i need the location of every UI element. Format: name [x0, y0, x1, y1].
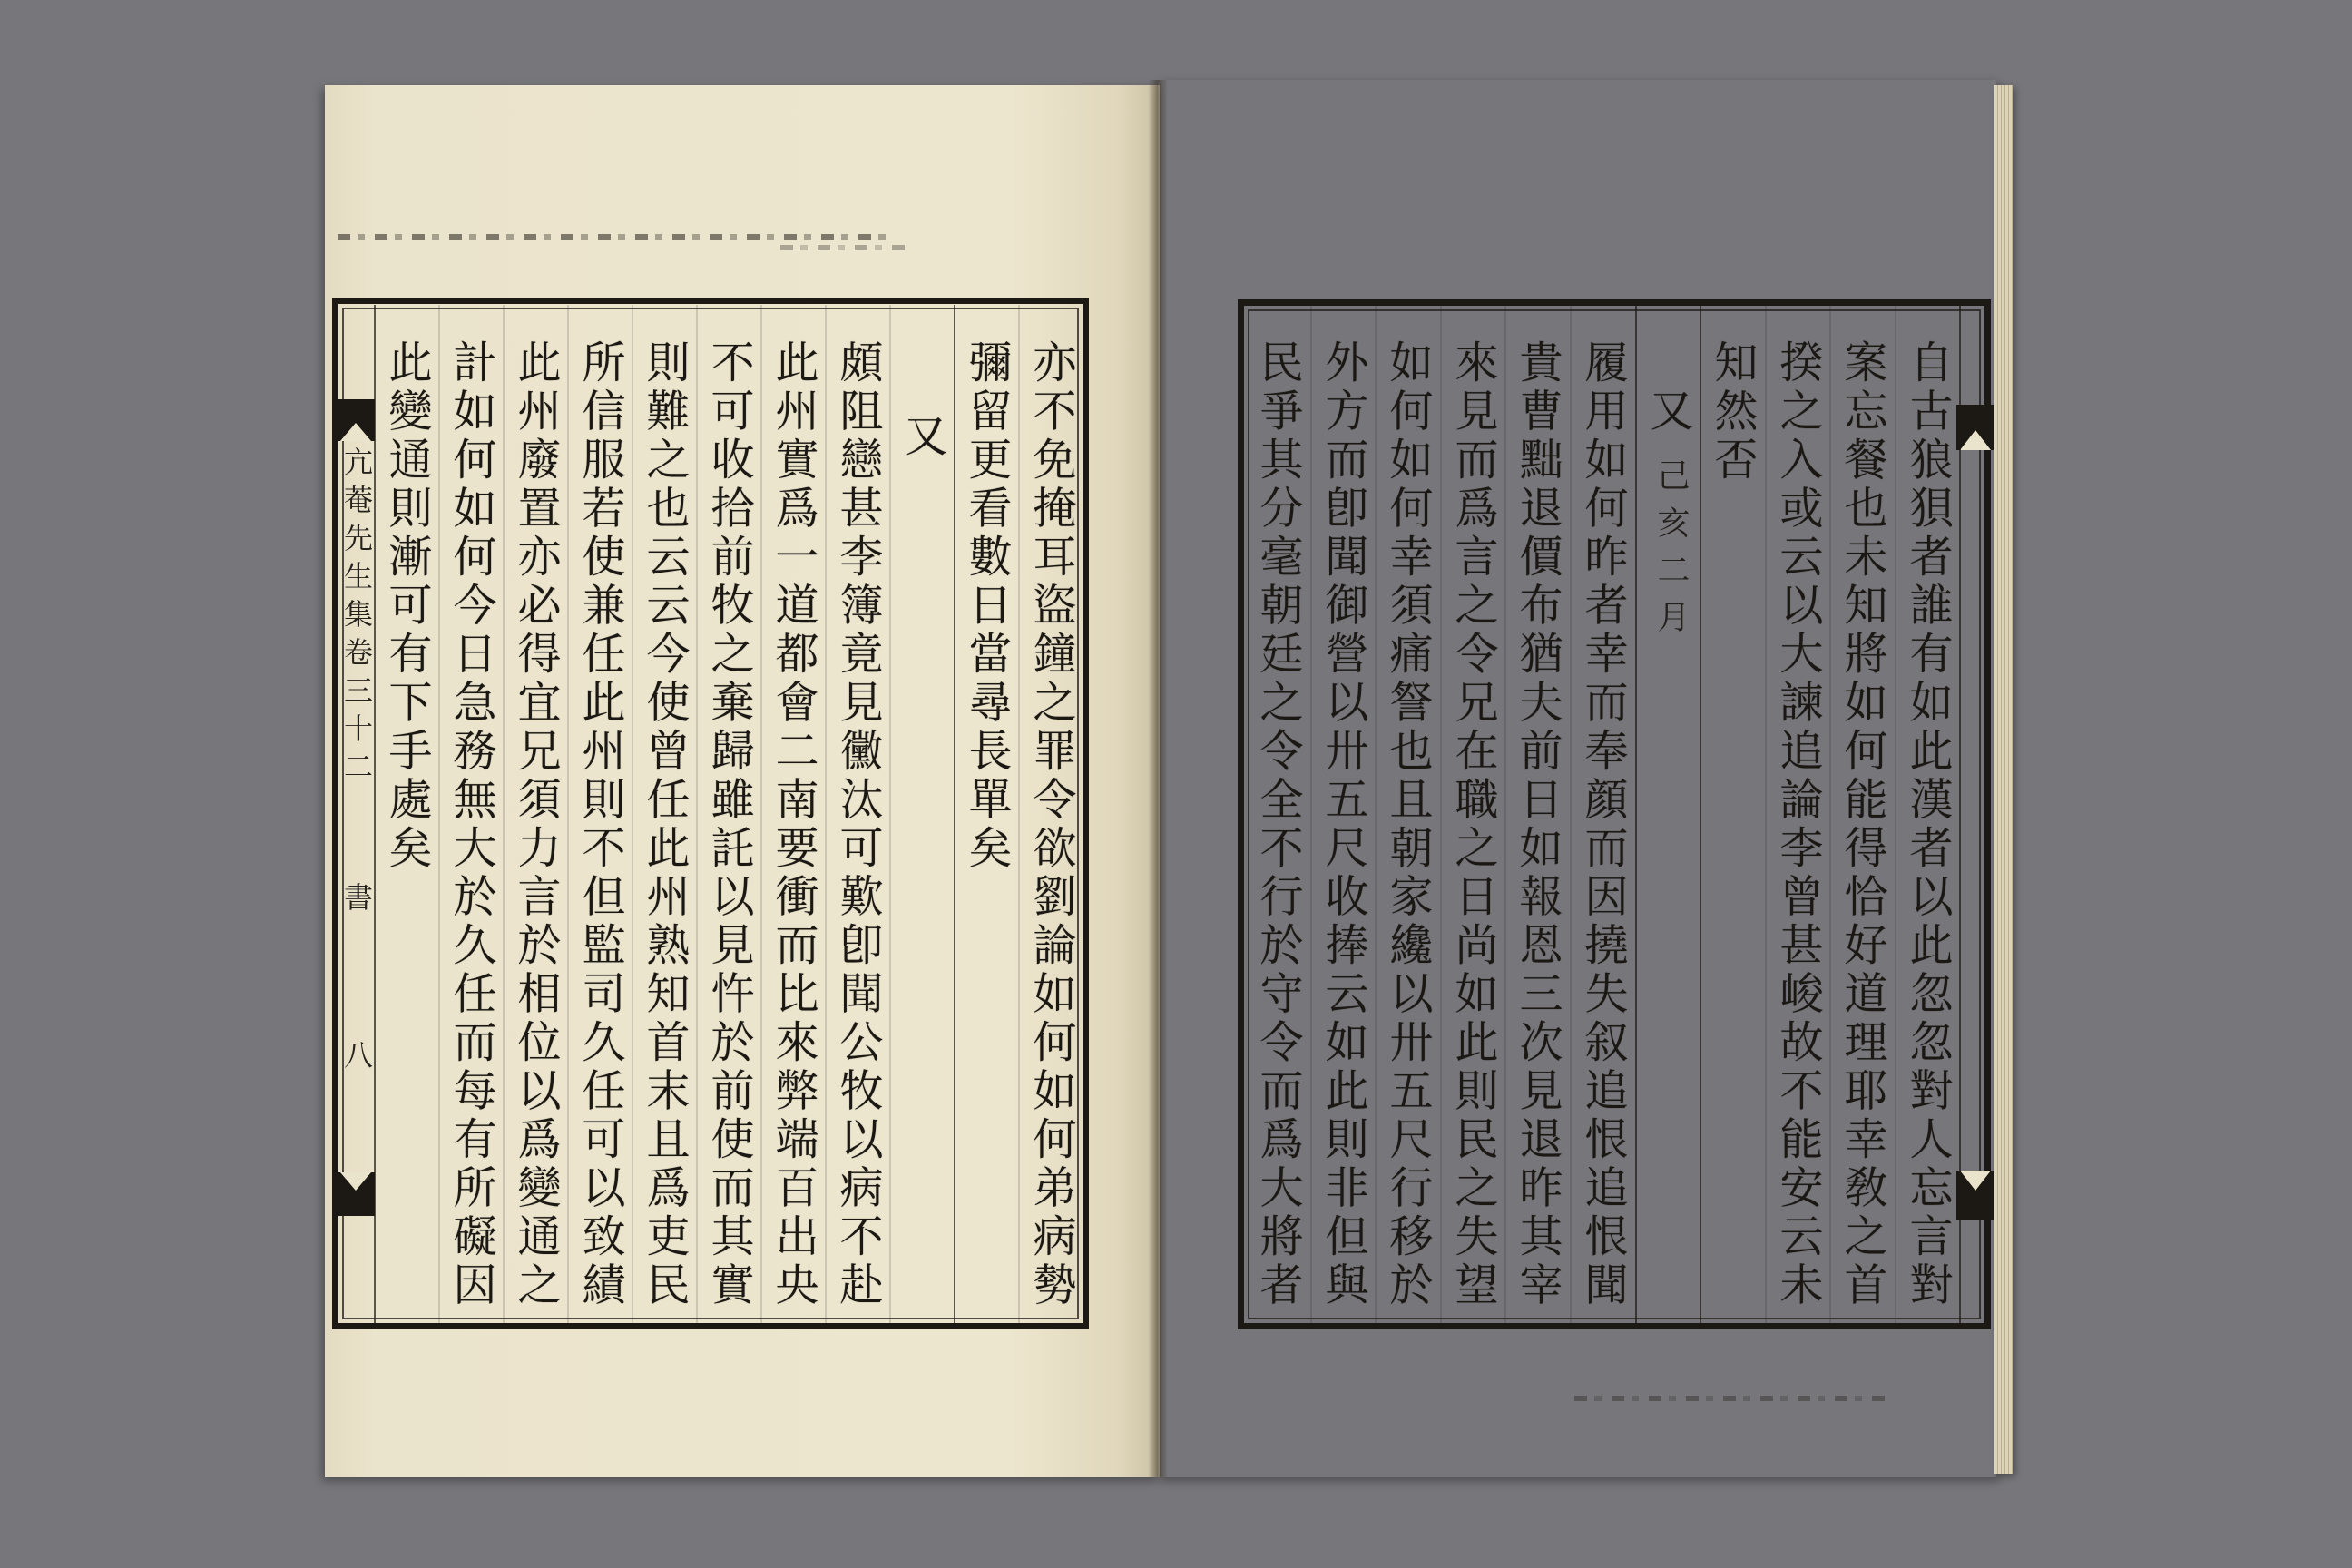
text-column: 貴曹黜退價布猶夫前日如報恩三次見退昨其宰	[1512, 339, 1563, 1310]
column-rule-line	[503, 305, 505, 1323]
column-rule-line	[954, 305, 956, 1323]
column-rule-line	[1570, 305, 1572, 1323]
text-column: 外方而卽聞御營以卅五尺收捧云如此則非但與	[1318, 339, 1368, 1310]
column-rule-line	[1829, 305, 1831, 1323]
column-rule-line	[1375, 305, 1377, 1323]
text-column: 履用如何昨者幸而奉顔而因撓失叙追恨追恨聞	[1577, 339, 1628, 1310]
text-column: 亦不免掩耳盜鐘之罪令欲劉論如何如何弟病勢	[1025, 339, 1076, 1310]
fish-tail-ornament	[337, 1172, 375, 1216]
text-column: 自古狼狽者誰有如此漢者以此忽忽對人忘言對	[1902, 339, 1953, 1310]
text-column: 所信服若使兼任此州則不但監司久任可以致績	[574, 339, 625, 1310]
column-rule-line	[567, 305, 569, 1323]
text-column: 來見而爲言之令兄在職之日尚如此則民之失望	[1447, 339, 1498, 1310]
column-rule-line	[889, 305, 891, 1323]
column-rule-line	[1504, 305, 1506, 1323]
column-rule-line	[374, 305, 376, 1323]
fish-tail-ornament	[1956, 1171, 1994, 1220]
text-column: 此州廢置亦必得宜兄須力言於相位以爲變通之	[510, 339, 561, 1310]
text-column: 此變通則漸可有下手處矣	[381, 339, 432, 874]
page-stack-edge	[1994, 85, 2013, 1474]
ink-bleed-marks	[780, 245, 907, 250]
text-column: 揆之入或云以大諫追論李曾甚峻故不能安云未	[1772, 339, 1823, 1310]
column-rule-line	[760, 305, 762, 1323]
column-rule-line	[825, 305, 827, 1323]
text-column: 計如何如何今日急務無大於久任而每有所礙因	[446, 339, 496, 1310]
fish-tail-ornament	[1956, 405, 1994, 450]
letter-heading-column: 又	[897, 413, 947, 462]
text-column: 此州實爲一道都會二南要衝而比來弊端百出央	[768, 339, 818, 1310]
column-rule-line	[1959, 305, 1961, 1323]
column-rule-line	[1018, 305, 1020, 1323]
column-rule-line	[696, 305, 698, 1323]
column-rule-line	[438, 305, 440, 1323]
banxin-section-label: 書	[339, 882, 374, 920]
column-rule-line	[1895, 305, 1896, 1323]
text-column: 彌留更看數日當尋長單矣	[961, 339, 1012, 874]
column-rule-line	[1765, 305, 1767, 1323]
text-column: 民爭其分毫朝廷之令全不行於守令而爲大將者	[1252, 339, 1303, 1310]
column-rule-line	[1310, 305, 1312, 1323]
ink-bleed-marks	[1574, 1396, 1892, 1401]
banxin-leaf-number: 八	[339, 1040, 374, 1078]
banxin-book-title: 亢菴先生集卷三十二	[339, 446, 374, 789]
column-rule-line	[1440, 305, 1442, 1323]
ink-bleed-marks	[338, 234, 891, 240]
column-rule-line	[1700, 305, 1701, 1323]
text-column: 不可收拾前牧之棄歸雖託以見忤於前使而其實	[703, 339, 754, 1310]
column-rule-line	[1635, 305, 1637, 1323]
text-column: 知然否	[1707, 339, 1758, 485]
letter-date-note: 己亥二月	[1652, 458, 1690, 647]
fish-tail-ornament	[337, 399, 375, 441]
text-column: 則難之也云云今使曾任此州熟知首末且爲吏民	[639, 339, 690, 1310]
letter-heading-column: 又	[1642, 387, 1693, 436]
book-spine-fold	[1149, 80, 1167, 1477]
text-column: 如何如何幸須痛詧也且朝家纔以卅五尺行移於	[1382, 339, 1433, 1310]
column-rule-line	[632, 305, 633, 1323]
text-column: 案忘餐也未知將如何能得恰好道理耶幸敎之首	[1837, 339, 1887, 1310]
text-column: 頗阻戀甚李簿竟見黴汰可歎卽聞公牧以病不赴	[832, 339, 883, 1310]
